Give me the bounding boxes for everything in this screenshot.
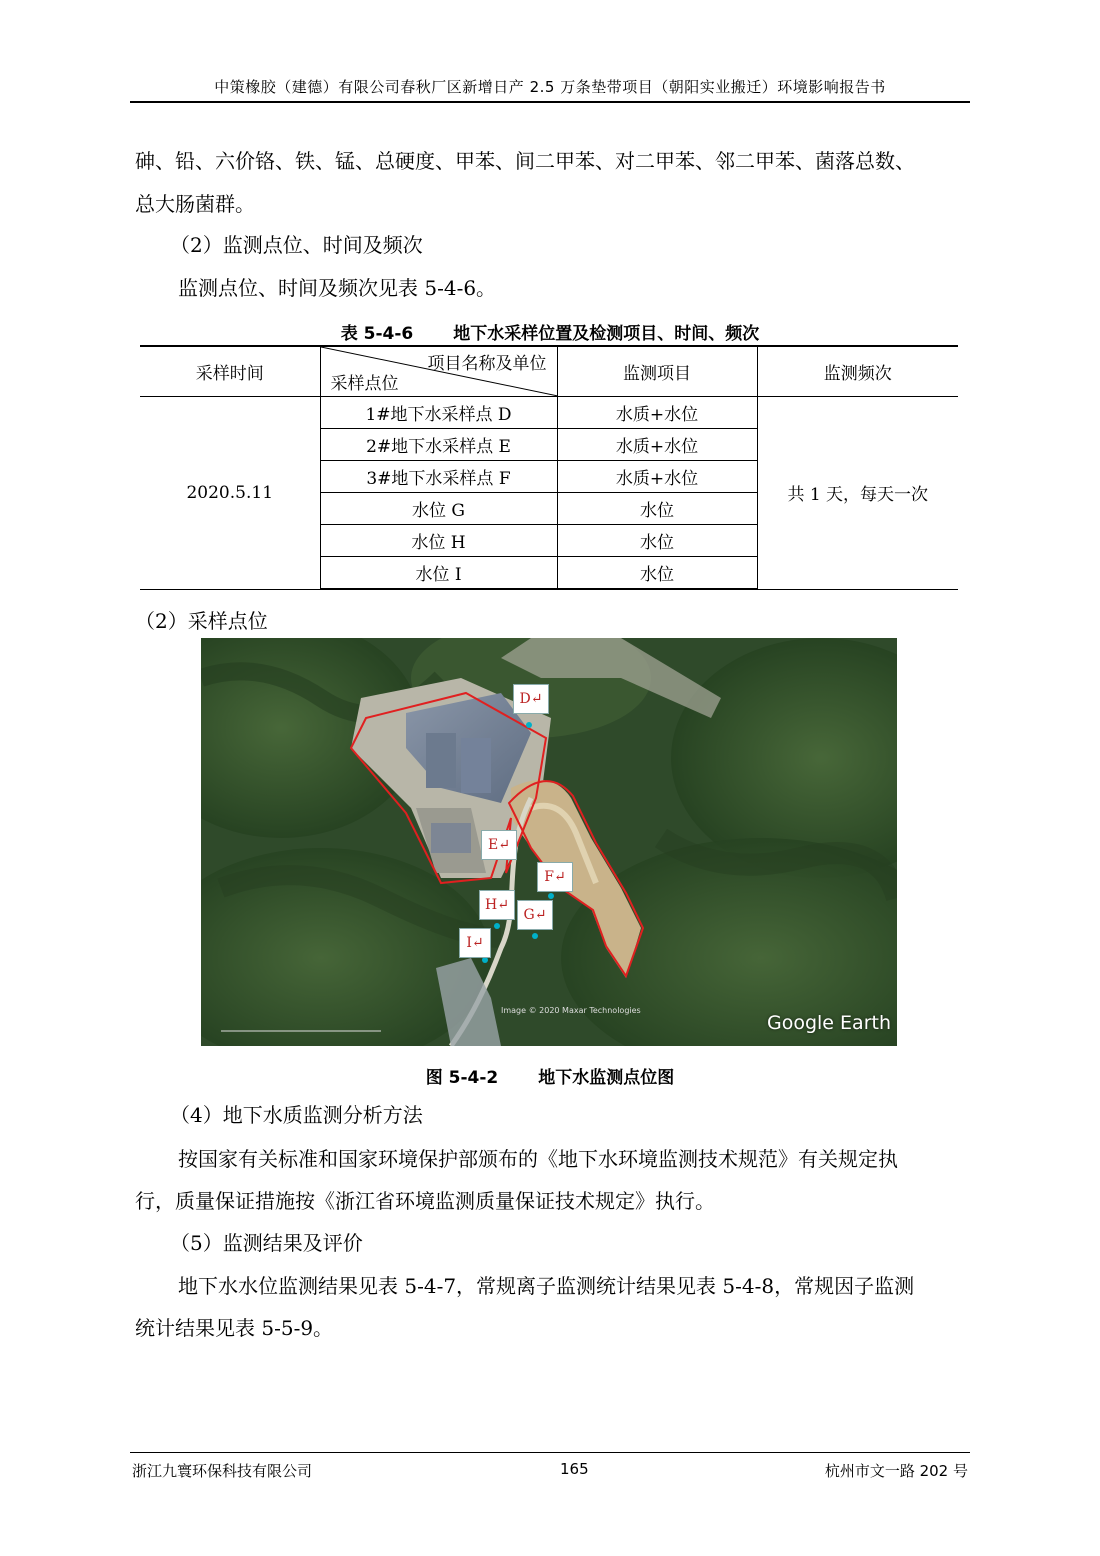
paragraph-4-line-1: 按国家有关标准和国家环境保护部颁布的《地下水环境监测技术规范》有关规定执: [178, 1147, 898, 1171]
sampling-point-cell: 水位 G: [320, 493, 557, 525]
footer-divider: [130, 1452, 970, 1453]
map-marker-e: E↵: [481, 830, 517, 860]
table-caption-number: 表 5-4-6: [340, 324, 414, 344]
paragraph-2: 监测点位、时间及频次见表 5-4-6。: [178, 276, 497, 300]
monitoring-item-cell: 水位: [557, 525, 757, 557]
paragraph-5-line-2: 统计结果见表 5-5-9。: [135, 1316, 334, 1340]
table-caption: [140, 319, 960, 344]
header-diagonal-cell: [320, 346, 557, 397]
paragraph-1-line-2: 总大肠菌群。: [135, 192, 255, 216]
map-marker-g: G↵: [517, 900, 553, 930]
map-attribution: Image © 2020 Maxar Technologies: [501, 1006, 641, 1015]
header-sampling-point: 采样点位: [330, 374, 399, 394]
monitoring-item-cell: 水质+水位: [557, 429, 757, 461]
map-marker-f: F↵: [537, 862, 573, 892]
satellite-map: [201, 638, 897, 1046]
monitoring-item-cell: 水质+水位: [557, 397, 757, 429]
table-row: [140, 397, 958, 429]
satellite-image: [201, 638, 897, 1046]
paragraph-1-line-1: 砷、铅、六价铬、铁、锰、总硬度、甲苯、间二甲苯、对二甲苯、邻二甲苯、菌落总数、: [135, 149, 915, 173]
frequency-cell: 共 1 天，每天一次: [757, 397, 958, 590]
sampling-point-cell: 水位 I: [320, 557, 557, 590]
monitoring-item-cell: 水位: [557, 557, 757, 590]
figure-caption-title: 地下水监测点位图: [538, 1068, 675, 1088]
sampling-point-cell: 2#地下水采样点 E: [320, 429, 557, 461]
sampling-point-cell: 1#地下水采样点 D: [320, 397, 557, 429]
footer-company: 浙江九寰环保科技有限公司: [132, 1462, 313, 1480]
header-item-unit: 项目名称及单位: [427, 354, 547, 374]
monitoring-table: [140, 345, 958, 590]
sampling-point-cell: 水位 H: [320, 525, 557, 557]
sampling-point-cell: 3#地下水采样点 F: [320, 461, 557, 493]
figure-caption: [200, 1063, 900, 1088]
header-sampling-time: 采样时间: [140, 346, 320, 397]
monitoring-item-cell: 水位: [557, 493, 757, 525]
figure-caption-number: 图 5-4-2: [425, 1068, 499, 1088]
section-heading-sampling-points: （2）采样点位: [135, 609, 268, 633]
map-marker-i: I↵: [459, 928, 491, 958]
section-heading-analysis-method: （4）地下水质监测分析方法: [170, 1103, 423, 1127]
monitoring-item-cell: 水质+水位: [557, 461, 757, 493]
footer-page-number: 165: [560, 1460, 589, 1478]
header-monitoring-frequency: 监测频次: [757, 346, 958, 397]
page-header: 中策橡胶（建德）有限公司春秋厂区新增日产 2.5 万条垫带项目（朝阳实业搬迁）环境影响报告书: [214, 78, 886, 96]
table-header-row: [140, 346, 958, 397]
google-earth-logo: Google Earth: [767, 1012, 891, 1034]
paragraph-5-line-1: 地下水水位监测结果见表 5-4-7，常规离子监测统计结果见表 5-4-8，常规因子监测: [178, 1274, 915, 1298]
map-marker-h: H↵: [479, 890, 515, 920]
paragraph-4-line-2: 行，质量保证措施按《浙江省环境监测质量保证技术规定》执行。: [135, 1189, 715, 1213]
header-divider: [130, 101, 970, 103]
footer-address: 杭州市文一路 202 号: [824, 1462, 968, 1480]
table-caption-title: 地下水采样位置及检测项目、时间、频次: [453, 324, 760, 344]
sampling-date-cell: 2020.5.11: [140, 397, 320, 590]
map-marker-d: D↵: [513, 684, 549, 714]
header-monitoring-items: 监测项目: [557, 346, 757, 397]
section-heading-monitoring-points: （2）监测点位、时间及频次: [170, 233, 423, 257]
section-heading-results: （5）监测结果及评价: [170, 1231, 363, 1255]
